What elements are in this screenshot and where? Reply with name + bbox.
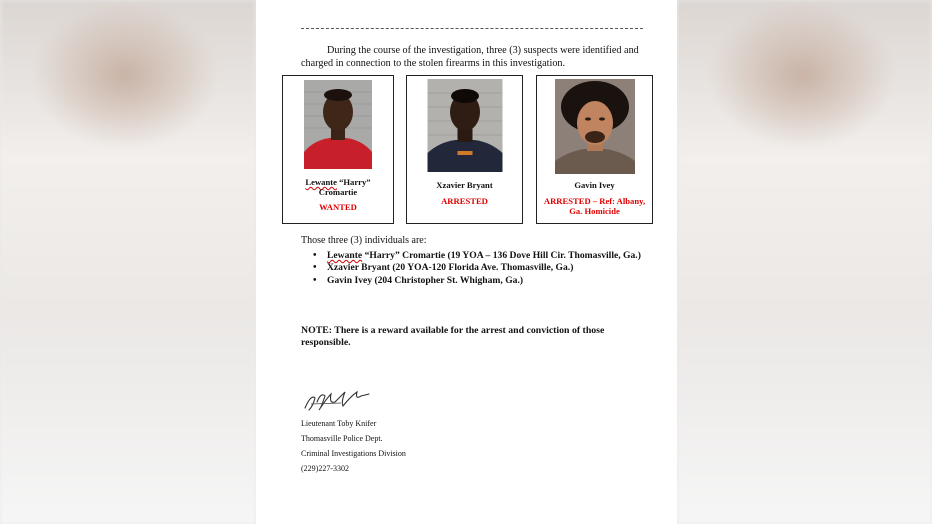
- background-blur-right: [677, 0, 932, 524]
- list-item: • Xzavier Bryant (20 YOA-120 Florida Ave. Thomasville, Ga.): [327, 262, 677, 274]
- suspect-photo-3: [555, 79, 635, 174]
- individuals-intro: Those three (3) individuals are:: [301, 235, 427, 246]
- suspect-status-1: WANTED: [319, 202, 357, 212]
- intro-paragraph: During the course of the investigation, three (3) suspects were identified and charged in connection to the stolen firearms in this investigation.: [301, 45, 639, 69]
- suspect-card-1: [282, 75, 394, 224]
- department-name: Thomasville Police Dept.: [301, 434, 383, 443]
- phone-number: (229)227-3302: [301, 464, 349, 473]
- individuals-list: [301, 250, 677, 287]
- handwritten-signature: [301, 388, 373, 419]
- suspect-name-3: Gavin Ivey: [574, 180, 615, 190]
- suspect-card-3: [536, 75, 653, 224]
- dashed-separator: [301, 28, 643, 29]
- officer-name: Lieutenant Toby Knifer: [301, 419, 377, 428]
- suspect-name-1: Lewante “Harry” Cromartie: [305, 177, 371, 197]
- suspect-photo-1: [304, 80, 372, 169]
- list-item: • Gavin Ivey (204 Christopher St. Whigham, Ga.): [327, 275, 677, 287]
- reward-note: NOTE: There is a reward available for the arrest and conviction of those responsible.: [301, 325, 605, 349]
- suspect-status-3: ARRESTED – Ref: Albany, Ga. Homicide: [543, 196, 646, 216]
- document-page: [256, 0, 677, 524]
- suspect-status-2: ARRESTED: [441, 196, 488, 206]
- signature-block: [301, 416, 406, 476]
- suspect-photo-2: [427, 79, 502, 172]
- suspect-name-2: Xzavier Bryant: [436, 180, 493, 190]
- background-blur-left: [0, 0, 256, 524]
- list-item: • Lewante “Harry” Cromartie (19 YOA – 136 Dove Hill Cir. Thomasville, Ga.): [327, 250, 677, 262]
- suspect-card-2: [406, 75, 523, 224]
- division-name: Criminal Investigations Division: [301, 449, 406, 458]
